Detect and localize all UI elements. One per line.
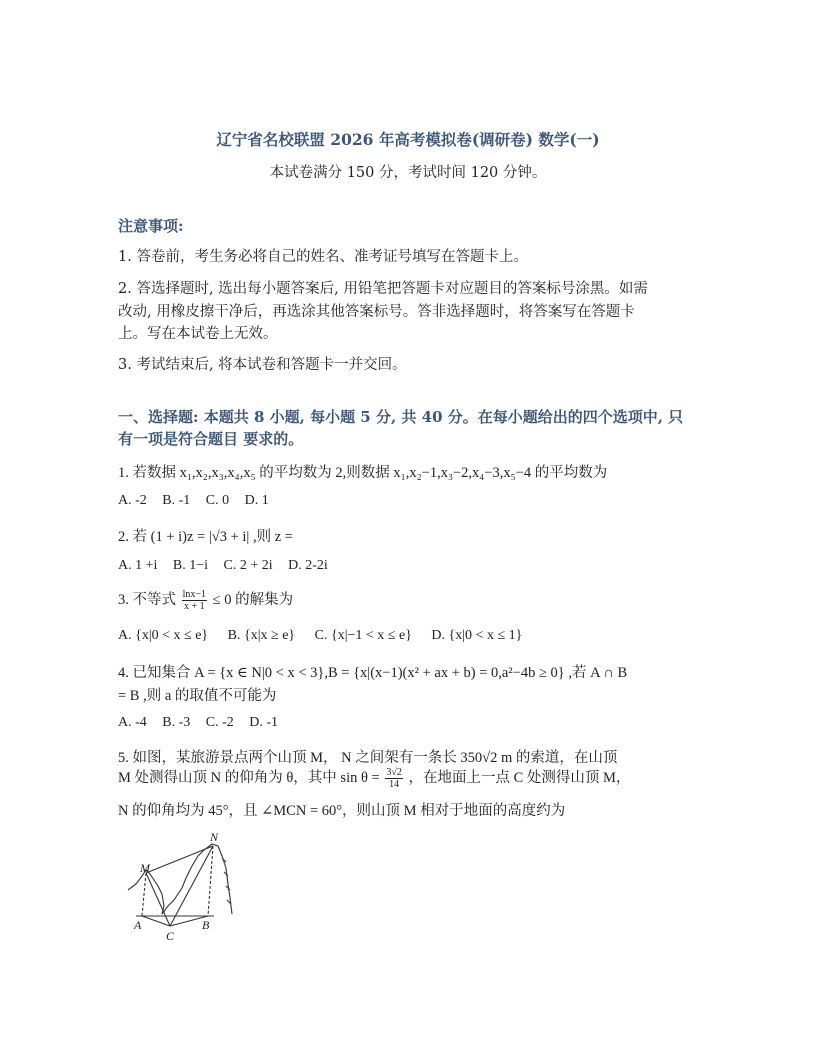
option-a: A. -4: [118, 715, 147, 730]
notice-item-2-cont2: 上。写在本试卷上无效。: [118, 326, 278, 342]
question-5-line2-b: ，在地面上一点 C 处测得山顶 M，: [408, 770, 631, 786]
question-5: 5. 如图，某旅游景点两个山顶 M， N 之间架有一条长 350√2 m 的索道，在山顶: [118, 750, 618, 766]
option-a: A. {x|0 < x ≤ e}: [118, 628, 209, 643]
option-b: B. -1: [162, 493, 191, 508]
option-c: C. 2 + 2i: [223, 558, 273, 573]
notice-item-2: 2. 答选择题时, 选出每小题答案后, 用铅笔把答题卡对应题目的答案标号涂黑。如需: [118, 281, 648, 297]
option-d: D. {x|0 < x ≤ 1}: [431, 628, 523, 643]
question-4-cont: = B ,则 a 的取值不可能为: [118, 688, 277, 704]
mountain-figure: [118, 828, 248, 943]
fraction-numerator: 3√2: [386, 767, 402, 779]
label-c: C: [166, 929, 175, 943]
option-d: D. 1: [244, 493, 269, 508]
option-b: B. 1−i: [172, 558, 209, 573]
question-3-options: [118, 628, 534, 644]
option-d: D. 2-2i: [288, 558, 328, 573]
section-1-heading-cont: 有一项是符合题目 要求的。: [118, 430, 304, 448]
notice-item-3: 3. 考试结束后, 将本试卷和答题卡一并交回。: [118, 357, 407, 373]
question-3-suffix: ≤ 0 的解集为: [212, 592, 294, 608]
option-c: C. 0: [205, 493, 230, 508]
question-4: 4. 已知集合 A = {x ∈ N|0 < x < 3},B = {x|(x−1)(x² + ax + b) = 0,a²−4b ≥ 0} ,若 A ∩ B: [118, 665, 628, 681]
section-1-heading: 一、选择题: 本题共 8 小题, 每小题 5 分, 共 40 分。在每小题给出的四个选项中, 只: [118, 408, 684, 426]
exam-title: 辽宁省名校联盟 2026 年高考模拟卷(调研卷) 数学(一): [216, 130, 600, 149]
fraction-denominator: x + 1: [184, 601, 205, 613]
label-b: B: [202, 918, 210, 932]
question-3: [118, 588, 293, 612]
question-4-options: [118, 715, 290, 731]
option-c: C. -2: [205, 715, 234, 730]
fraction-denominator: 14: [389, 779, 400, 791]
option-d: D. -1: [249, 715, 279, 730]
question-3-prefix: 3. 不等式: [118, 592, 176, 608]
question-1-options: [118, 493, 281, 509]
question-5-line3: N 的仰角均为 45°，且 ∠MCN = 60°，则山顶 M 相对于地面的高度约为: [118, 803, 566, 819]
question-3-fraction: [182, 589, 207, 612]
option-a: A. 1 +i: [118, 558, 158, 573]
question-1: 1. 若数据 x₁,x₂,x₃,x₄,x₅ 的平均数为 2,则数据 x₁,x₂−1,x₃−2,x₄−3,x₅−4 的平均数为: [118, 465, 608, 481]
option-a: A. -2: [118, 493, 147, 508]
label-n: N: [210, 830, 219, 844]
option-c: C. {x|−1 < x ≤ e}: [314, 628, 412, 643]
label-m: M: [140, 861, 150, 875]
question-2-options: [118, 558, 340, 574]
notice-item-1: 1. 答卷前，考生务必将自己的姓名、准考证号填写在答题卡上。: [118, 249, 528, 265]
sin-theta-fraction: [385, 767, 403, 790]
exam-subtitle: 本试卷满分 150 分，考试时间 120 分钟。: [269, 165, 547, 181]
option-b: B. {x|x ≥ e}: [227, 628, 296, 643]
question-2: 2. 若 (1 + i)z = |√3 + i| ,则 z =: [118, 529, 293, 545]
option-b: B. -3: [162, 715, 191, 730]
question-5-line2: [118, 766, 630, 790]
question-5-line2-a: M 处测得山顶 N 的仰角为 θ，其中 sin θ =: [118, 770, 380, 786]
fraction-numerator: lnx−1: [182, 589, 207, 601]
notice-heading: 注意事项:: [118, 217, 184, 235]
label-a: A: [134, 918, 142, 932]
notice-item-2-cont: 改动, 用橡皮擦干净后，再选涂其他答案标号。答非选择题时，将答案写在答题卡: [118, 304, 635, 320]
